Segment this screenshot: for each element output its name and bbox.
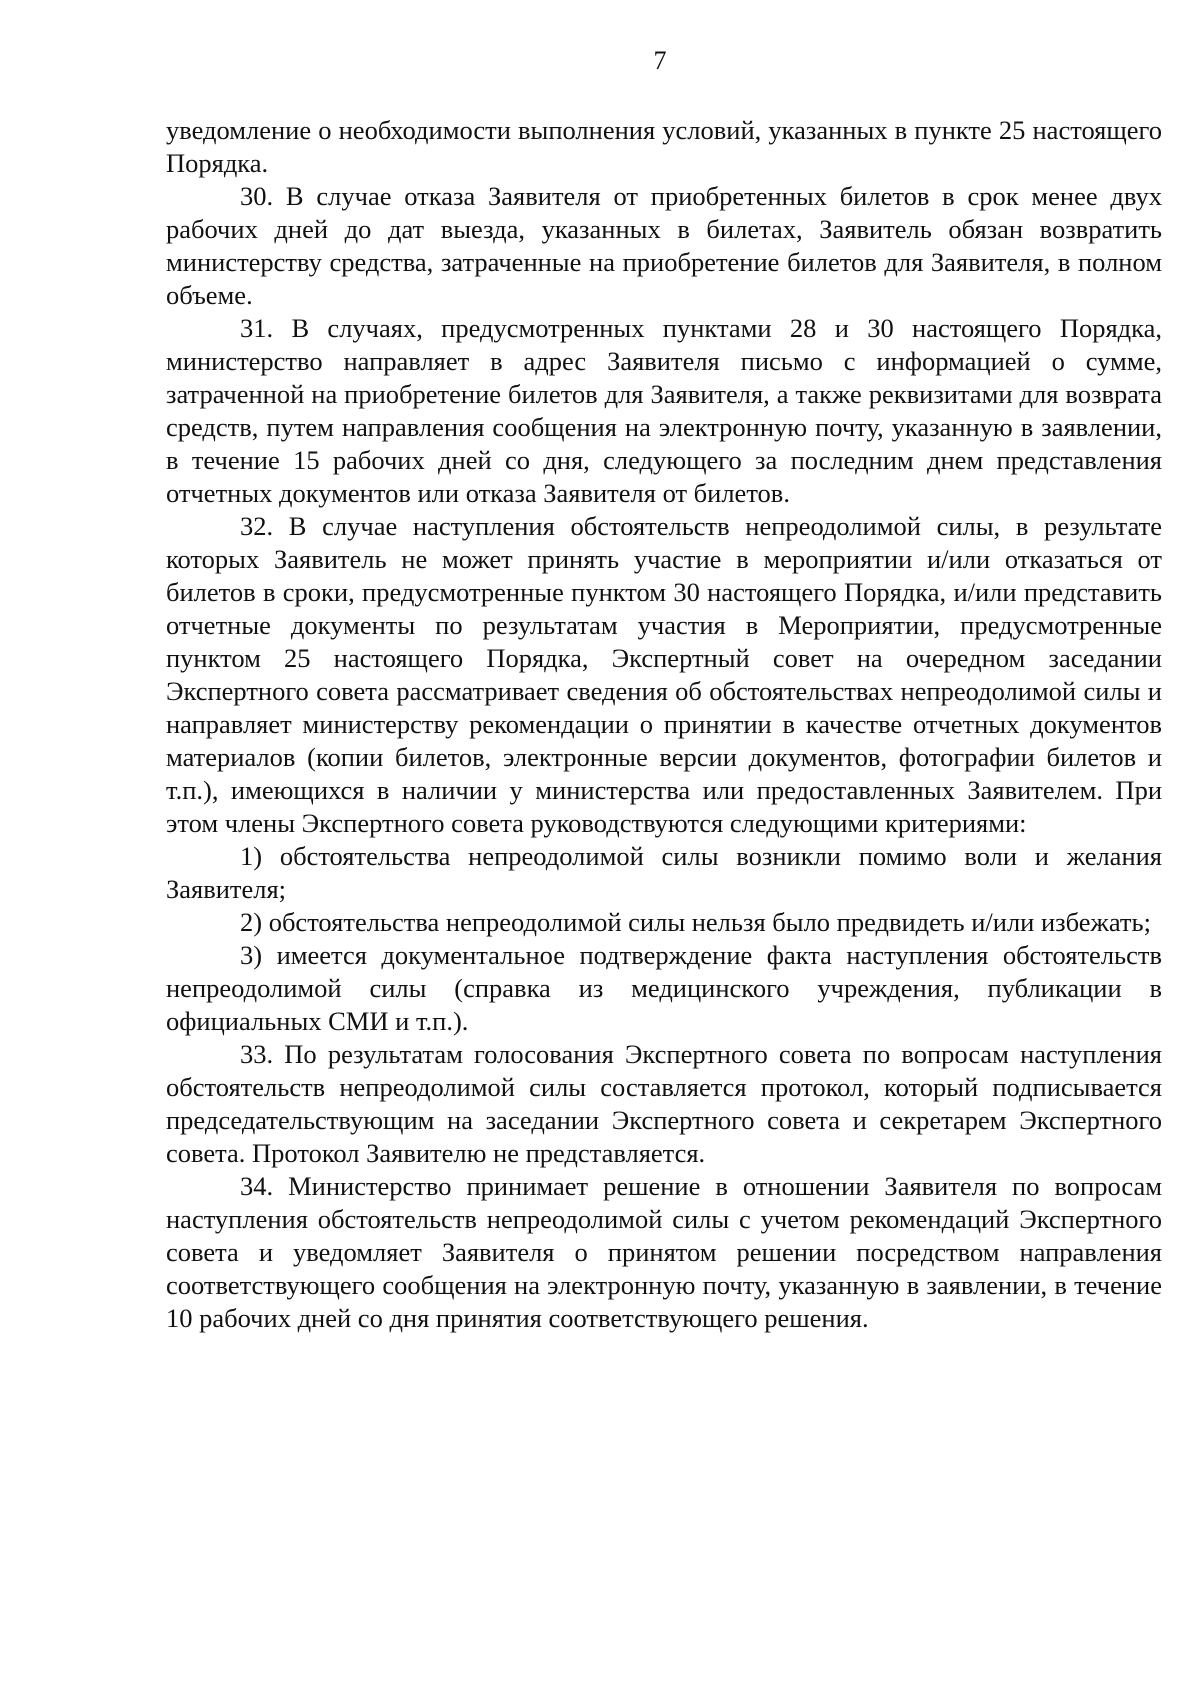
criterion-2: 2) обстоятельства непреодолимой силы нельзя было предвидеть и/или избежать; — [240, 907, 1151, 937]
paragraph-31: 31. В случаях, предусмотренных пунктами 28 и 30 настоящего Порядка, министерство направляет в адрес Заявителя письмо с информацией о сумме, затраченной на приобретение билетов для Заявителя, а также реквизитами для возврата средств, путем направления сообщения на электронную почту, указанную в заявлении, в течение 15 рабочих дней со дня, следующего за последним днем представления отчетных документов или отказа Заявителя от билетов. — [166, 313, 1162, 508]
criterion-1: 1) обстоятельства непреодолимой силы возникли помимо воли и желания Заявителя; — [166, 841, 1162, 904]
paragraph-34: 34. Министерство принимает решение в отношении Заявителя по вопросам наступления обстоятельств непреодолимой силы с учетом рекомендаций Экспертного совета и уведомляет Заявителя о принятом решении посредством направления соответствующего сообщения на электронную почту, указанную в заявлении, в течение 10 рабочих дней со дня принятия соответствующего решения. — [166, 1171, 1162, 1333]
paragraph-continuation: уведомление о необходимости выполнения условий, указанных в пункте 25 настоящего Порядка. — [166, 115, 1162, 178]
page-number: 7 — [653, 46, 667, 75]
document-body — [166, 114, 1162, 1335]
criterion-3: 3) имеется документальное подтверждение факта наступления обстоятельств непреодолимой силы (справка из медицинского учреждения, публикации в официальных СМИ и т.п.). — [166, 940, 1162, 1036]
paragraph-33: 33. По результатам голосования Экспертного совета по вопросам наступления обстоятельств непреодолимой силы составляется протокол, который подписывается председательствующим на заседании Экспертного совета и секретарем Экспертного совета. Протокол Заявителю не представляется. — [166, 1039, 1162, 1168]
paragraph-32: 32. В случае наступления обстоятельств непреодолимой силы, в результате которых Заявитель не может принять участие в мероприятии и/или отказаться от билетов в сроки, предусмотренные пунктом 30 настоящего Порядка, и/или представить отчетные документы по результатам участия в Мероприятии, предусмотренные пунктом 25 настоящего Порядка, Экспертный совет на очередном заседании Экспертного совета рассматривает сведения об обстоятельствах непреодолимой силы и направляет министерству рекомендации о принятии в качестве отчетных документов материалов (копии билетов, электронные версии документов, фотографии билетов и т.п.), имеющихся в наличии у министерства или предоставленных Заявителем. При этом члены Экспертного совета руководствуются следующими критериями: — [166, 511, 1162, 838]
paragraph-30: 30. В случае отказа Заявителя от приобретенных билетов в срок менее двух рабочих дней до дат выезда, указанных в билетах, Заявитель обязан возвратить министерству средства, затраченные на приобретение билетов для Заявителя, в полном объеме. — [166, 181, 1162, 310]
